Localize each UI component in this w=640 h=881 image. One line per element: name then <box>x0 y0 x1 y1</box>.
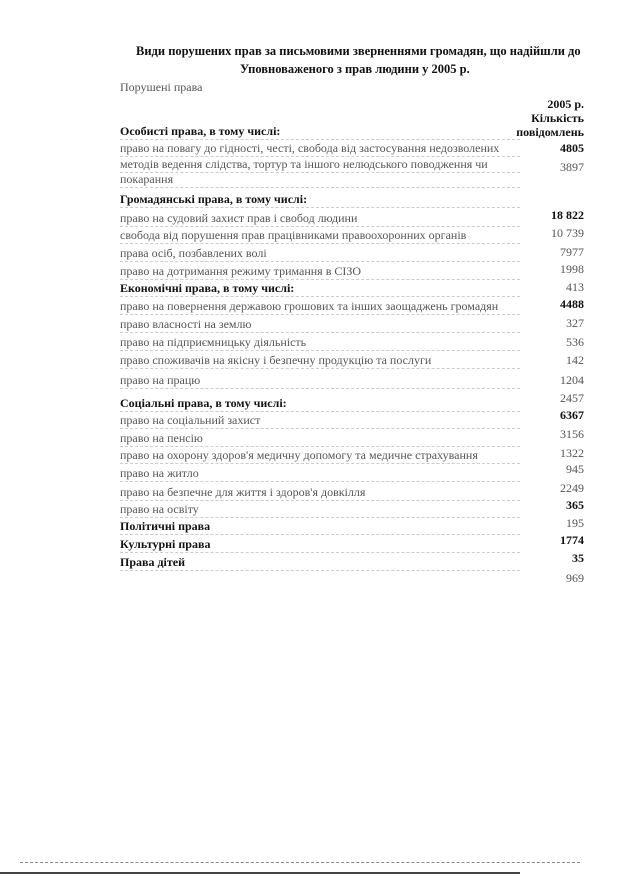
count-value: 365 <box>566 498 584 512</box>
right-label: покарання <box>120 172 174 186</box>
right-label: право на повернення державою грошових та інших заощаджень громадян <box>120 299 499 313</box>
right-label: право на безпечне для життя і здоров'я довкілля <box>120 485 366 499</box>
count-value: 2249 <box>560 481 584 495</box>
right-label: право на пенсію <box>120 431 203 445</box>
row-divider <box>120 481 520 482</box>
count-value: 6367 <box>560 408 584 422</box>
right-label: право на працю <box>120 373 201 387</box>
column-header-year: 2005 р. <box>547 97 584 111</box>
row-divider <box>120 226 520 227</box>
row-divider <box>120 139 520 140</box>
right-label: право на житло <box>120 466 199 480</box>
category-heading: Культурні права <box>120 537 211 551</box>
count-value: 945 <box>566 462 584 476</box>
count-value: 969 <box>566 571 584 585</box>
category-heading: Громадянські права, в тому числі: <box>120 192 308 206</box>
row-divider <box>120 172 520 173</box>
row-divider <box>120 296 520 297</box>
count-value: 1774 <box>560 533 584 547</box>
count-value: 3897 <box>560 160 584 174</box>
row-divider <box>120 570 520 571</box>
column-header-label: Порушені права <box>120 80 203 94</box>
row-divider <box>120 332 520 333</box>
count-value: 1998 <box>560 262 584 276</box>
count-value: 18 822 <box>551 208 584 222</box>
row-divider <box>120 428 520 429</box>
right-label: право на підприємницьку діяльність <box>120 335 307 349</box>
document-title-line1: Види порушених прав за письмовими зверненнями громадян, що надійшли до <box>136 44 581 58</box>
right-label: право на судовий захист прав і свобод людини <box>120 211 358 225</box>
row-divider <box>120 552 520 553</box>
category-heading: Особисті права, в тому числі: <box>120 124 281 138</box>
count-value: 4805 <box>560 141 584 155</box>
row-divider <box>120 261 520 262</box>
right-label: право на повагу до гідності, честі, свобода від застосування недозволених <box>120 141 500 155</box>
count-value: 4488 <box>560 297 584 311</box>
count-value: 195 <box>566 516 584 530</box>
category-heading: Соціальні права, в тому числі: <box>120 396 287 410</box>
scan-edge-line <box>0 872 520 874</box>
row-divider <box>120 463 520 464</box>
row-divider <box>120 446 520 447</box>
row-divider <box>120 207 520 208</box>
row-divider <box>120 314 520 315</box>
count-value: 7977 <box>560 245 584 259</box>
count-value: 35 <box>572 551 584 565</box>
row-divider <box>120 279 520 280</box>
row-divider <box>120 500 520 501</box>
row-divider <box>120 517 520 518</box>
document-title-line2: Уповноваженого з прав людини у 2005 р. <box>240 62 470 76</box>
row-divider <box>120 350 520 351</box>
right-label: право на освіту <box>120 502 199 516</box>
count-value: 536 <box>566 335 584 349</box>
row-divider <box>120 534 520 535</box>
right-label: право на соціальний захист <box>120 413 261 427</box>
category-heading: Права дітей <box>120 555 186 569</box>
count-value: 327 <box>566 316 584 330</box>
count-value: 1322 <box>560 446 584 460</box>
right-label: свобода від порушення прав працівниками правоохоронних органів <box>120 228 467 242</box>
right-label: методів ведення слідства, тортур та іншого нелюдського поводження чи <box>120 157 488 171</box>
row-divider <box>120 388 520 389</box>
scan-edge-line <box>20 862 580 863</box>
right-label: право споживачів на якісну і безпечну продукцію та послуги <box>120 353 432 367</box>
right-label: право на дотримання режиму тримання в СІЗО <box>120 264 362 278</box>
row-divider <box>120 411 520 412</box>
count-value: 142 <box>566 353 584 367</box>
count-value: 10 739 <box>551 226 584 240</box>
count-value: 1204 <box>560 373 584 387</box>
count-value: 2457 <box>560 391 584 405</box>
row-divider <box>120 243 520 244</box>
count-value: 413 <box>566 280 584 294</box>
right-label: право на охорону здоров'я медичну допомогу та медичне страхування <box>120 448 478 462</box>
row-divider <box>120 187 520 188</box>
category-heading: Економічні права, в тому числі: <box>120 281 295 295</box>
row-divider <box>120 368 520 369</box>
category-heading: Політичні права <box>120 519 211 533</box>
count-value: 3156 <box>560 427 584 441</box>
right-label: права осіб, позбавлених волі <box>120 246 267 260</box>
right-label: право власності на землю <box>120 317 252 331</box>
column-header-messages: повідомлень <box>516 125 584 139</box>
column-header-count: Кількість <box>531 111 584 125</box>
